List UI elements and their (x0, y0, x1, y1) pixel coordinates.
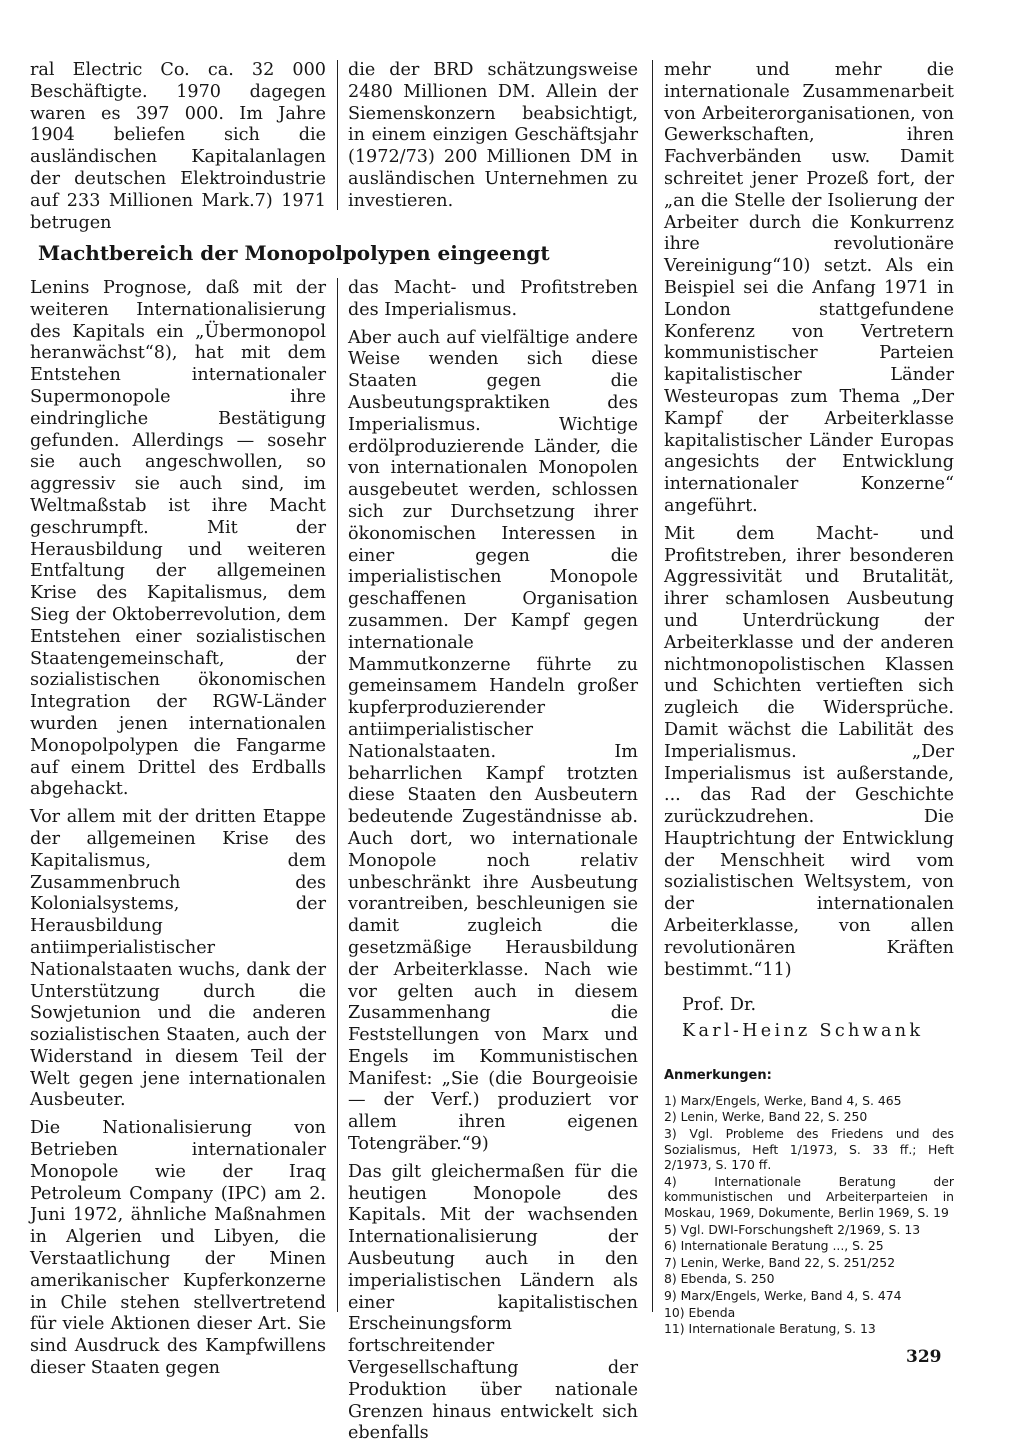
footnote: 11) Internationale Beratung, S. 13 (664, 1321, 876, 1337)
footnote: 9) Marx/Engels, Werke, Band 4, S. 474 (664, 1287, 902, 1303)
footnote: 4) Internationale Beratung der kommunistischen und Arbeiterparteien in Moskau, 1969, Dokumente, Berlin 1969, S. 19 (664, 1173, 954, 1221)
column-1 (30, 278, 326, 1386)
footnote: 8) Ebenda, S. 250 (664, 1271, 775, 1287)
footnote: 1) Marx/Engels, Werke, Band 4, S. 465 (664, 1092, 902, 1108)
paragraph: Das gilt gleichermaßen für die heutigen Monopole des Kapitals. Mit der wachsenden Internationalisierung der Ausbeutung auch in den imperialistischen Ländern als einer kapitalistischen Erscheinungsform fortschreitender Vergesellschaftung der Produktion über nationale Grenzen hinaus entwickelt sich ebenfalls (348, 1161, 638, 1444)
footnote: 2) Lenin, Werke, Band 22, S. 250 (664, 1109, 868, 1125)
column-1-top (30, 60, 326, 234)
footnote: 5) Vgl. DWI-Forschungsheft 2/1969, S. 13 (664, 1221, 921, 1237)
page-number: 329 (906, 1347, 942, 1367)
column-2 (348, 278, 638, 1451)
footnote: 7) Lenin, Werke, Band 22, S. 251/252 (664, 1254, 896, 1270)
paragraph: Lenins Prognose, daß mit der weiteren Internationalisierung des Kapitals ein „Übermonopol heranwächst“8), hat mit dem Entstehen internationaler Supermonopole ihre eindringliche Bestätigung gefunden. Allerdings — sosehr sie auch angeschwollen, so aggressiv sie auch sind, im Weltmaßstab ist ihre Macht geschrumpft. Mit der Herausbildung und weiteren Entfaltung der allgemeinen Krise des Kapitalismus, dem Sieg der Oktoberrevolution, dem Entstehen einer sozialistischen Staatengemeinschaft, der sozialistischen ökonomischen Integration der RGW-Länder wurden jenen internationalen Monopolpolypen die Fangarme auf einem Drittel des Erdballs abgehackt. (30, 278, 326, 800)
footnote: 10) Ebenda (664, 1304, 736, 1320)
paragraph: Mit dem Macht- und Profitstreben, ihrer besonderen Aggressivität und Brutalität, ihrer schamlosen Ausbeutung und Unterdrückung der Arbeiterklasse und der anderen nichtmonopolistischen Klassen und Schichten vertieften sich zugleich die Widersprüche. Damit wächst die Labilität des Imperialismus. „Der Imperialismus ist außerstande, ... das Rad der Geschichte zurückzudrehen. Die Hauptrichtung der Entwicklung der Menschheit wird vom sozialistischen Weltsystem, von der internationalen Arbeiterklasse, von allen revolutionären Kräften bestimmt.“11) (664, 523, 954, 980)
section-heading: Machtbereich der Monopolpolypen eingeengt (38, 241, 550, 265)
paragraph: Aber auch auf vielfältige andere Weise wenden sich diese Staaten gegen die Ausbeutungspraktiken des Imperialismus. Wichtige erdölproduzierende Länder, die von internationalen Monopolen ausgebeutet werden, schlossen sich zur Durchsetzung ihrer ökonomischen Interessen in einer gegen die imperialistischen Monopole geschaffenen Organisation zusammen. Der Kampf gegen internationale Mammutkonzerne führte zu gemeinsamem Handeln großer kupferproduzierender antiimperialistischer Nationalstaaten. Im beharrlichen Kampf trotzten diese Staaten den Ausbeutern bedeutende Zugeständnisse ab. Auch dort, wo internationale Monopole noch relativ unbeschränkt ihre Ausbeutung vorantreiben, beschleunigen sie damit zugleich die gesetzmäßige Herausbildung der Arbeiterklasse. Nach wie vor gelten auch in diesem Zusammenhang die Feststellungen von Marx und Engels im Kommunistischen Manifest: „Sie (die Bourgeoisie — der Verf.) produziert vor allem ihren eigenen Totengräber.“9) (348, 327, 638, 1155)
footnotes-list (664, 1093, 954, 1337)
paragraph: ral Electric Co. ca. 32 000 Beschäftigte. 1970 dagegen waren es 397 000. Im Jahre 1904 beliefen sich die ausländischen Kapitalanlagen der deutschen Elektroindustrie auf 233 Millionen Mark.7) 1971 betrugen (30, 60, 326, 233)
footnote: 6) Internationale Beratung ..., S. 25 (664, 1238, 884, 1254)
paragraph: das Macht- und Profitstreben des Imperialismus. (348, 278, 638, 320)
paragraph: Die Nationalisierung von Betrieben internationaler Monopole wie der Iraq Petroleum Company (IPC) am 2. Juni 1972, ähnliche Maßnahmen in Algerien und Libyen, die Verstaatlichung der Minen amerikanischer Kupferkonzerne in Chile stehen stellvertretend für viele Aktionen dieser Art. Sie sind Ausdruck des Kampfwillens dieser Staaten gegen (30, 1118, 326, 1379)
paragraph: mehr und mehr die internationale Zusammenarbeit von Arbeiterorganisationen, von Gewerkschaften, ihren Fachverbänden usw. Damit schreitet jener Prozeß fort, der „an die Stelle der Isolierung der Arbeiter durch die Konkurrenz ihre revolutionäre Vereinigung“10) setzt. Als ein Beispiel sei die Anfang 1971 in London stattgefundene Konferenz von Vertretern kommunistischer Parteien kapitalistischer Länder Westeuropas zum Thema „Der Kampf der Arbeiterklasse kapitalistischer Länder Europas angesichts der Entwicklung internationaler Konzerne“ angeführt. (664, 60, 954, 516)
paragraph: die der BRD schätzungsweise 2480 Millionen DM. Allein der Siemenskonzern beabsichtigt, in einem einzigen Geschäftsjahr (1972/73) 200 Millionen DM in ausländischen Unternehmen zu investieren. (348, 60, 638, 211)
footnote: 3) Vgl. Probleme des Friedens und des Sozialismus, Heft 1/1973, S. 33 ff.; Heft 2/1973, S. 170 ff. (664, 1126, 954, 1173)
column-2-top (348, 60, 638, 213)
column-rule (652, 60, 653, 1312)
column-rule (337, 278, 338, 1312)
author-name: Karl-Heinz Schwank (682, 1021, 924, 1042)
paragraph: Vor allem mit der dritten Etappe der allgemeinen Krise des Kapitalismus, dem Zusammenbruch des Kolonialsystems, der Herausbildung antiimperialistischer Nationalstaaten wuchs, dank der Unterstützung durch die Sowjetunion und die anderen sozialistischen Staaten, auch der Widerstand in diesem Teil der Welt gegen jene internationalen Ausbeuter. (30, 807, 326, 1111)
column-rule (337, 60, 338, 210)
column-3 (664, 60, 954, 1338)
author-title: Prof. Dr. (682, 995, 757, 1016)
notes-heading: Anmerkungen: (664, 1068, 772, 1084)
